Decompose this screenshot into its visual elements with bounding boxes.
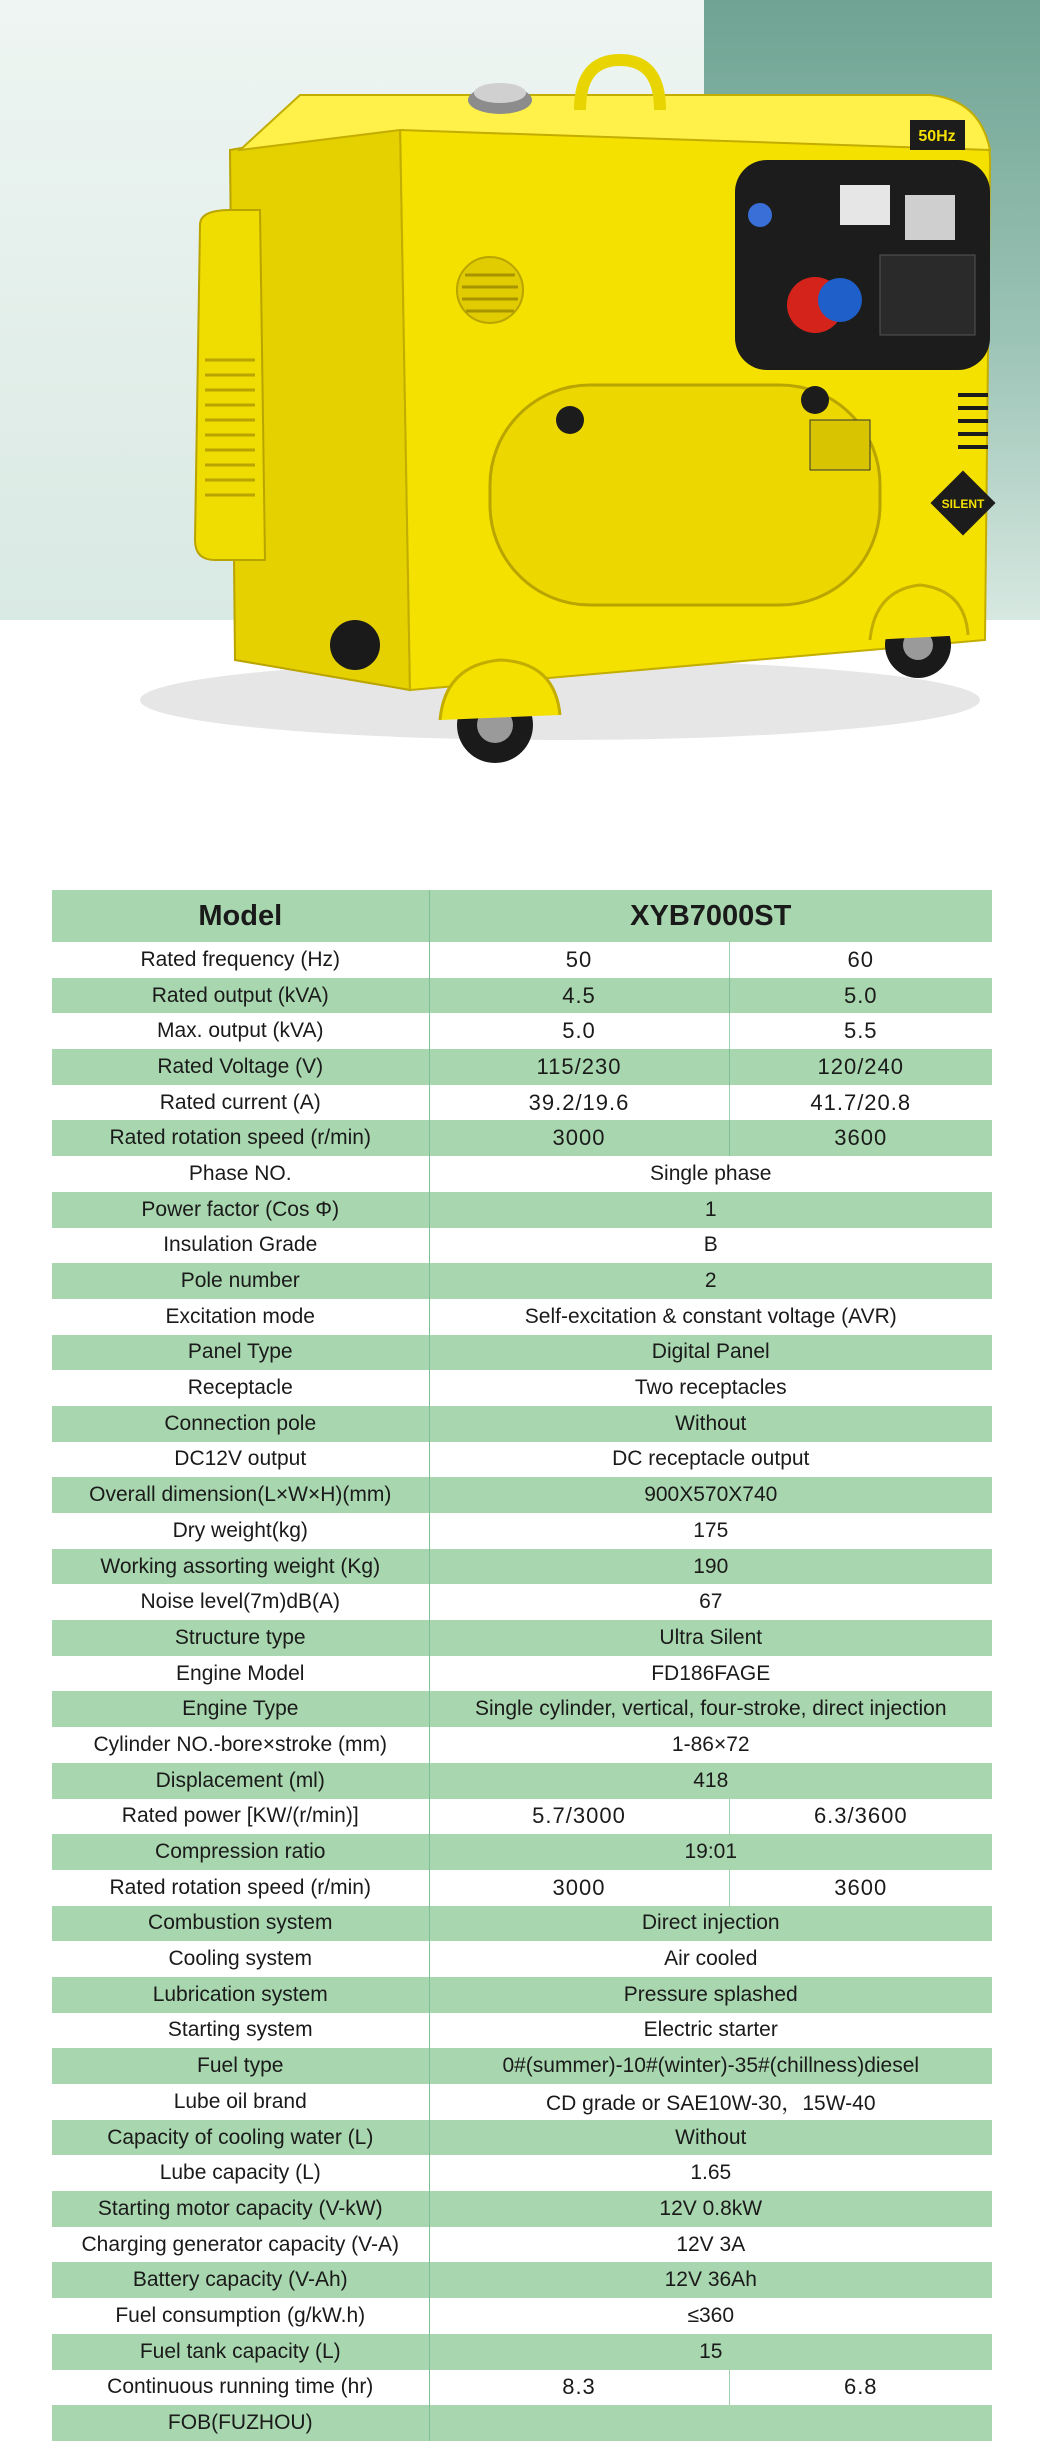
spec-value: 1 xyxy=(429,1192,992,1228)
spec-value: 12V 0.8kW xyxy=(429,2191,992,2227)
spec-value-60hz: 3600 xyxy=(729,1870,992,1906)
spec-label: Noise level(7m)dB(A) xyxy=(52,1584,429,1620)
table-row xyxy=(52,1192,992,1228)
spec-value: Single cylinder, vertical, four-stroke, direct injection xyxy=(429,1691,992,1727)
table-row xyxy=(52,2084,992,2120)
door-lock-right xyxy=(801,386,829,414)
spec-value: Single phase xyxy=(429,1156,992,1192)
spec-value: Self-excitation & constant voltage (AVR) xyxy=(429,1299,992,1335)
spec-value: DC receptacle output xyxy=(429,1442,992,1478)
spec-value: Pressure splashed xyxy=(429,1977,992,2013)
spec-value-60hz: 41.7/20.8 xyxy=(729,1085,992,1121)
spec-label: Fuel tank capacity (L) xyxy=(52,2334,429,2370)
spec-value: 19:01 xyxy=(429,1834,992,1870)
spec-label: Lubrication system xyxy=(52,1977,429,2013)
table-row xyxy=(52,2048,992,2084)
spec-value-50hz: 3000 xyxy=(429,1870,729,1906)
spec-label: Insulation Grade xyxy=(52,1228,429,1264)
spec-label: Receptacle xyxy=(52,1370,429,1406)
table-row xyxy=(52,1584,992,1620)
table-row xyxy=(52,1013,992,1049)
spec-value-60hz: 3600 xyxy=(729,1120,992,1156)
table-row xyxy=(52,1120,992,1156)
spec-label: Working assorting weight (Kg) xyxy=(52,1549,429,1585)
spec-value: 12V 3A xyxy=(429,2227,992,2263)
spec-label: Capacity of cooling water (L) xyxy=(52,2120,429,2156)
spec-value: 418 xyxy=(429,1763,992,1799)
spec-value-50hz: 8.3 xyxy=(429,2370,729,2406)
spec-label: Rated rotation speed (r/min) xyxy=(52,1870,429,1906)
panel-meter xyxy=(840,185,890,225)
spec-label: Phase NO. xyxy=(52,1156,429,1192)
table-row xyxy=(52,1691,992,1727)
spec-label: Charging generator capacity (V-A) xyxy=(52,2227,429,2263)
spec-value: 1.65 xyxy=(429,2155,992,2191)
spec-value: 1-86×72 xyxy=(429,1727,992,1763)
spec-value-50hz: 3000 xyxy=(429,1120,729,1156)
table-row xyxy=(52,1941,992,1977)
table-row xyxy=(52,1977,992,2013)
table-row xyxy=(52,1549,992,1585)
spec-value: Digital Panel xyxy=(429,1335,992,1371)
spec-label: Rated Voltage (V) xyxy=(52,1049,429,1085)
spec-value-60hz: 120/240 xyxy=(729,1049,992,1085)
spec-value-60hz: 6.8 xyxy=(729,2370,992,2406)
rear-wheel xyxy=(330,620,380,670)
spec-value-60hz: 6.3/3600 xyxy=(729,1799,992,1835)
spec-table xyxy=(52,890,992,2441)
table-row xyxy=(52,1870,992,1906)
table-row xyxy=(52,1656,992,1692)
panel-switch xyxy=(748,203,772,227)
frequency-badge-text: 50Hz xyxy=(918,128,956,145)
table-row xyxy=(52,1299,992,1335)
spec-value: 2 xyxy=(429,1263,992,1299)
spec-label: Rated power [KW/(r/min)] xyxy=(52,1799,429,1835)
spec-value xyxy=(429,2405,992,2441)
spec-label: Starting motor capacity (V-kW) xyxy=(52,2191,429,2227)
spec-value: 190 xyxy=(429,1549,992,1585)
spec-label: Rated current (A) xyxy=(52,1085,429,1121)
table-row xyxy=(52,942,992,978)
spec-label: Rated rotation speed (r/min) xyxy=(52,1120,429,1156)
table-row xyxy=(52,2013,992,2049)
spec-value-50hz: 115/230 xyxy=(429,1049,729,1085)
spec-label: Panel Type xyxy=(52,1335,429,1371)
spec-value: Direct injection xyxy=(429,1906,992,1942)
table-row xyxy=(52,1228,992,1264)
table-row xyxy=(52,1834,992,1870)
spec-value-50hz: 5.0 xyxy=(429,1013,729,1049)
spec-value: ≤360 xyxy=(429,2298,992,2334)
panel-breaker xyxy=(905,195,955,240)
service-door xyxy=(490,385,880,605)
spec-label: FOB(FUZHOU) xyxy=(52,2405,429,2441)
spec-value: Air cooled xyxy=(429,1941,992,1977)
spec-label: Max. output (kVA) xyxy=(52,1013,429,1049)
spec-label: Engine Type xyxy=(52,1691,429,1727)
header-label: Model xyxy=(52,890,429,942)
blue-receptacle xyxy=(818,278,862,322)
spec-value: FD186FAGE xyxy=(429,1656,992,1692)
table-row xyxy=(52,1763,992,1799)
spec-value-60hz: 5.5 xyxy=(729,1013,992,1049)
generator-illustration xyxy=(0,0,1040,840)
spec-label: Excitation mode xyxy=(52,1299,429,1335)
spec-label: Cooling system xyxy=(52,1941,429,1977)
table-row xyxy=(52,1906,992,1942)
table-row xyxy=(52,1263,992,1299)
product-image xyxy=(0,0,1040,840)
table-row xyxy=(52,1477,992,1513)
spec-label: Overall dimension(L×W×H)(mm) xyxy=(52,1477,429,1513)
table-row xyxy=(52,1085,992,1121)
spec-value: 12V 36Ah xyxy=(429,2262,992,2298)
spec-value-60hz: 60 xyxy=(729,942,992,978)
table-row xyxy=(52,978,992,1014)
spec-value-50hz: 50 xyxy=(429,942,729,978)
table-row xyxy=(52,1406,992,1442)
spec-label: Pole number xyxy=(52,1263,429,1299)
spec-label: Connection pole xyxy=(52,1406,429,1442)
spec-label: Power factor (Cos Φ) xyxy=(52,1192,429,1228)
spec-value-60hz: 5.0 xyxy=(729,978,992,1014)
door-label-plate xyxy=(810,420,870,470)
spec-value-50hz: 4.5 xyxy=(429,978,729,1014)
table-row xyxy=(52,1442,992,1478)
table-row xyxy=(52,2370,992,2406)
spec-value-50hz: 5.7/3000 xyxy=(429,1799,729,1835)
spec-label: Cylinder NO.-bore×stroke (mm) xyxy=(52,1727,429,1763)
table-row xyxy=(52,1727,992,1763)
table-row xyxy=(52,2405,992,2441)
spec-value: Without xyxy=(429,1406,992,1442)
spec-value: 0#(summer)-10#(winter)-35#(chillness)diesel xyxy=(429,2048,992,2084)
table-row xyxy=(52,2227,992,2263)
spec-label: Displacement (ml) xyxy=(52,1763,429,1799)
spec-value: Two receptacles xyxy=(429,1370,992,1406)
spec-value: Electric starter xyxy=(429,2013,992,2049)
spec-label: Compression ratio xyxy=(52,1834,429,1870)
spec-value: 67 xyxy=(429,1584,992,1620)
table-row xyxy=(52,1049,992,1085)
spec-label: Fuel type xyxy=(52,2048,429,2084)
spec-label: Battery capacity (V-Ah) xyxy=(52,2262,429,2298)
spec-value: Without xyxy=(429,2120,992,2156)
spec-value: 175 xyxy=(429,1513,992,1549)
table-row xyxy=(52,2298,992,2334)
table-row xyxy=(52,2120,992,2156)
spec-value: Ultra Silent xyxy=(429,1620,992,1656)
spec-label: Structure type xyxy=(52,1620,429,1656)
table-row xyxy=(52,2191,992,2227)
spec-label: Continuous running time (hr) xyxy=(52,2370,429,2406)
spec-label: Rated output (kVA) xyxy=(52,978,429,1014)
table-row xyxy=(52,1156,992,1192)
spec-value-50hz: 39.2/19.6 xyxy=(429,1085,729,1121)
spec-label: Dry weight(kg) xyxy=(52,1513,429,1549)
spec-label: Fuel consumption (g/kW.h) xyxy=(52,2298,429,2334)
spec-value: 900X570X740 xyxy=(429,1477,992,1513)
spec-label: Engine Model xyxy=(52,1656,429,1692)
table-header-row xyxy=(52,890,992,942)
fuel-cap-top xyxy=(474,83,526,103)
table-row xyxy=(52,1799,992,1835)
panel-sub-controls xyxy=(880,255,975,335)
spec-label: Lube oil brand xyxy=(52,2084,429,2120)
table-row xyxy=(52,2334,992,2370)
spec-label: Lube capacity (L) xyxy=(52,2155,429,2191)
spec-label: Rated frequency (Hz) xyxy=(52,942,429,978)
side-air-intake xyxy=(195,210,265,560)
header-model-value: XYB7000ST xyxy=(429,890,992,942)
table-row xyxy=(52,1620,992,1656)
table-row xyxy=(52,1370,992,1406)
spec-label: Starting system xyxy=(52,2013,429,2049)
table-row xyxy=(52,2262,992,2298)
door-lock-left xyxy=(556,406,584,434)
table-row xyxy=(52,2155,992,2191)
spec-value: B xyxy=(429,1228,992,1264)
table-row xyxy=(52,1335,992,1371)
silent-badge-text: SILENT xyxy=(941,497,985,511)
round-vent xyxy=(457,257,523,323)
spec-value: 15 xyxy=(429,2334,992,2370)
table-row xyxy=(52,1513,992,1549)
spec-value: CD grade or SAE10W-30，15W-40 xyxy=(429,2084,992,2120)
spec-label: DC12V output xyxy=(52,1442,429,1478)
spec-label: Combustion system xyxy=(52,1906,429,1942)
